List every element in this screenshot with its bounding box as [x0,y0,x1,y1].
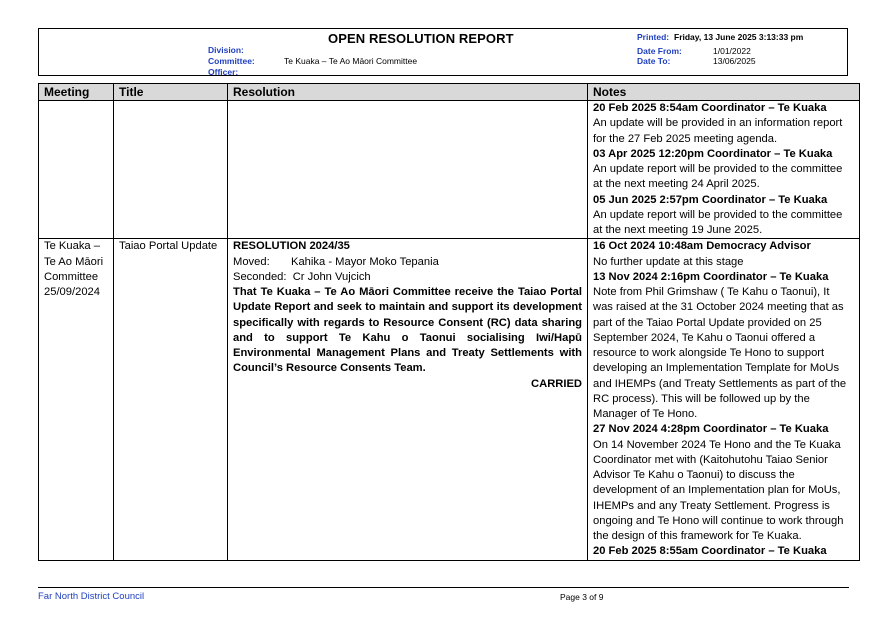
note-line: for the 27 Feb 2025 meeting agenda. [593,132,778,145]
table-row [39,101,860,239]
meeting-line: Te Kuaka – [44,240,100,253]
date-from-label: Date From: [637,46,682,56]
resolution-number: RESOLUTION 2024/35 [233,240,350,253]
note-line: Manager of Te Hono. [593,408,698,420]
notes-cell [588,101,860,239]
note-line: 27 Nov 2024 4:28pm Coordinator – Te Kuaka [593,423,829,436]
footer-page-number: Page 3 of 9 [560,592,604,602]
table-header-row [39,84,860,101]
seconded-value: Cr John Vujcich [292,270,371,283]
note-line: Advisor Te Kahu o Taonui) to discuss the [593,469,795,481]
resolution-cell [228,101,588,239]
note-line: development of an Implementation plan for MoUs, [593,484,841,497]
seconded-line [233,270,582,285]
note-line: resource to work alongside Te Hono to support [593,347,825,359]
division-label: Division: [208,45,244,55]
note-line: and IHEMPs (and Treaty Settlements as part of the [593,377,847,390]
date-to-value: 13/06/2025 [713,56,756,66]
moved-value: Kahika - Mayor Moko Tepania [291,255,439,268]
printed-value: Friday, 13 June 2025 3:13:33 pm [674,32,804,42]
note-line: 13 Nov 2024 2:16pm Coordinator – Te Kuaka [593,270,829,283]
note-line: 16 Oct 2024 10:48am Democracy Advisor [593,240,811,253]
resolution-cell [228,239,588,560]
note-line: was raised at the 31 October 2024 meeting that as [593,301,844,314]
seconded-label: Seconded: [233,270,287,283]
meeting-line: Committee [44,270,99,283]
meeting-cell [39,239,114,560]
meeting-date: 25/09/2024 [44,286,100,298]
officer-label: Officer: [208,67,239,77]
note-line: IHEMPs and any Treaty Settlement. Progress is [593,499,830,512]
note-line: No further update at this stage [593,255,744,268]
table-row [39,239,860,560]
meeting-line: Te Ao Māori [44,255,104,268]
moved-label: Moved: [233,255,270,268]
footer-organisation: Far North District Council [38,591,145,602]
meeting-cell [39,101,114,239]
note-line: developing an Implementation Template for MoUs [593,362,840,375]
note-line: September 2024, Te Kahu o Taonui offered a [593,331,816,344]
note-line: at the next meeting 24 April 2025. [593,178,760,191]
report-title: OPEN RESOLUTION REPORT [328,31,514,46]
column-header-meeting: Meeting [39,84,114,101]
title-cell [114,101,228,239]
date-to-label: Date To: [637,56,671,66]
column-header-notes: Notes [588,84,860,101]
column-header-resolution: Resolution [228,84,588,101]
title-cell: Taiao Portal Update [114,239,228,560]
note-line: the design of this framework for Te Kuaka. [593,530,802,542]
resolution-status: CARRIED [531,377,582,390]
note-line: 20 Feb 2025 8:54am Coordinator – Te Kuaka [593,102,827,114]
note-line: On 14 November 2024 Te Hono and the Te Kuaka [593,438,841,451]
printed-label: Printed: [637,32,670,42]
note-line: 05 Jun 2025 2:57pm Coordinator – Te Kuaka [593,193,828,206]
note-line: An update will be provided in an information report [593,117,843,130]
note-line: 20 Feb 2025 8:55am Coordinator – Te Kuaka [593,545,827,558]
note-line: at the next meeting 19 June 2025. [593,224,763,236]
committee-label: Committee: [208,56,255,66]
note-line: Note from Phil Grimshaw ( Te Kahu o Taonui), It [593,286,830,298]
note-line: 03 Apr 2025 12:20pm Coordinator – Te Kuaka [593,147,833,160]
resolution-text: That Te Kuaka – Te Ao Māori Committee receive the Taiao Portal Update Report and seek to maintain and support its development specifically with regards to Resource Consent (RC) data sharing and to support Te Kahu o Taonui socialising Iwi/Hapū Environmental Management Plans and Treaty Settlements with Council’s Resource Consents Team. [233,286,582,375]
note-line: An update report will be provided to the committee [593,208,843,221]
note-line: An update report will be provided to the committee [593,163,843,175]
footer-divider [38,587,849,588]
column-header-title: Title [114,84,228,101]
notes-cell [588,239,860,560]
resolution-table [38,83,860,561]
note-line: Coordinator met with (Kaitohutohu Taiao Senior [593,453,828,466]
moved-line [233,255,582,270]
committee-value: Te Kuaka – Te Ao Māori Committee [284,56,418,66]
note-line: RC process). This will be followed up by the [593,392,810,405]
note-line: ongoing and Te Hono will continue to work through [593,514,844,527]
note-line: part of the Taiao Portal Update provided on 25 [593,316,822,329]
date-from-value: 1/01/2022 [713,46,751,56]
